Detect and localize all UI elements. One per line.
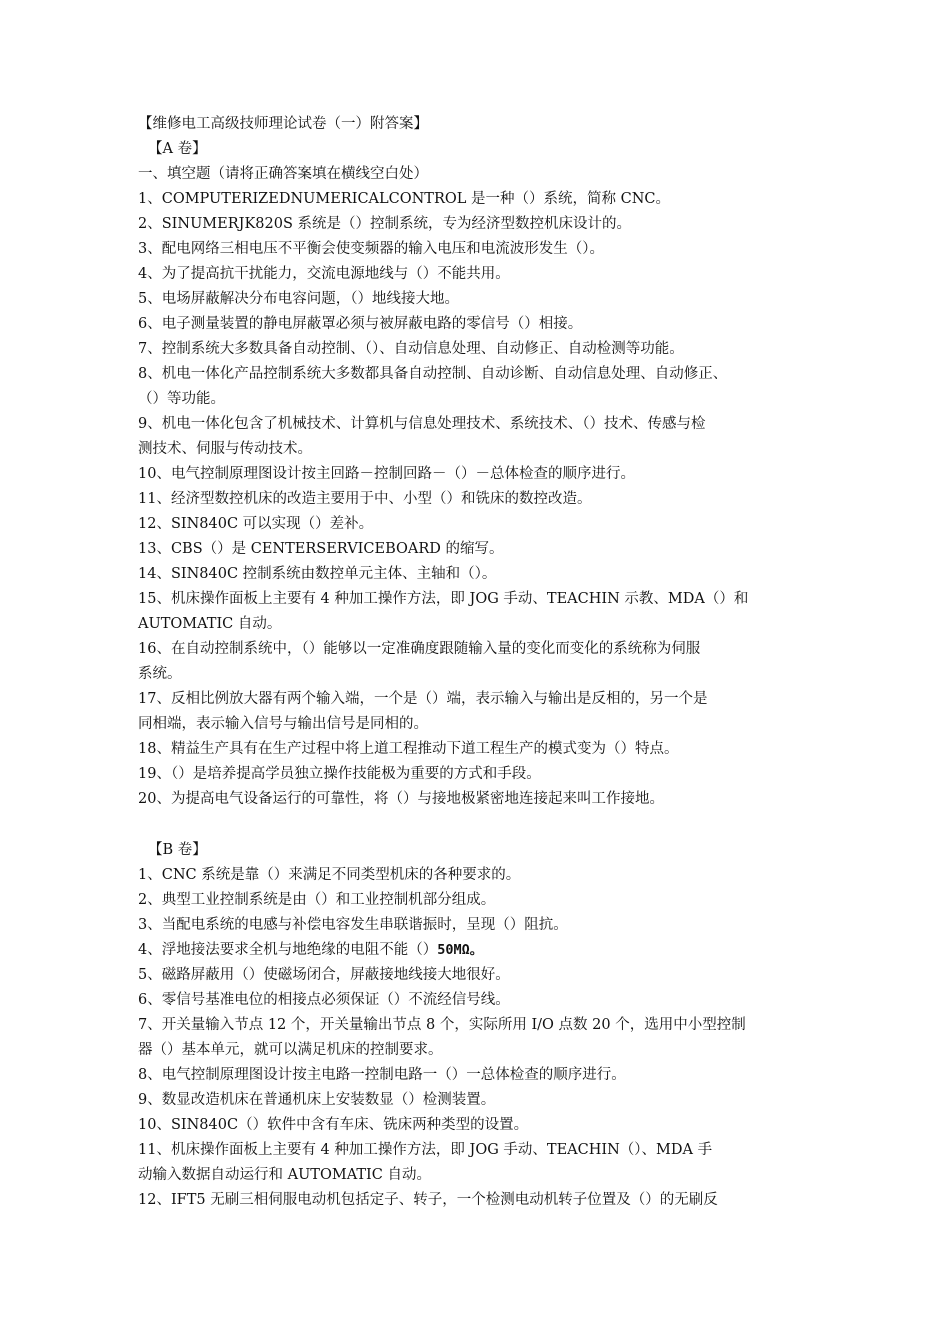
document-title: 【维修电工高级技师理论试卷（一）附答案】 (138, 116, 428, 132)
question-line: 10、SIN840C（）软件中含有车床、铣床两种类型的设置。 (138, 1117, 529, 1133)
question-line: （）等功能。 (138, 391, 225, 407)
question-text: 4、浮地接法要求全机与地绝缘的电阻不能（） (138, 942, 438, 958)
question-line: 器（）基本单元，就可以满足机床的控制要求。 (138, 1042, 443, 1058)
question-line: 13、CBS（）是 CENTERSERVICEBOARD 的缩写。 (138, 541, 504, 557)
question-line: 17、反相比例放大器有两个输入端，一个是（）端，表示输入与输出是反相的，另一个是 (138, 691, 708, 707)
question-line: 7、开关量输入节点 12 个，开关量输出节点 8 个，实际所用 I/O 点数 20 个，选用中小型控制 (138, 1017, 746, 1033)
question-line: AUTOMATIC 自动。 (138, 616, 282, 632)
section-b-heading: 【B 卷】 (148, 842, 207, 858)
question-line: 同相端，表示输入信号与输出信号是同相的。 (138, 716, 428, 732)
question-line: 16、在自动控制系统中，（）能够以一定准确度跟随输入量的变化而变化的系统称为伺服 (138, 641, 701, 657)
question-line: 11、经济型数控机床的改造主要用于中、小型（）和铣床的数控改造。 (138, 491, 592, 507)
question-line: 5、磁路屏蔽用（）使磁场闭合，屏蔽接地线接大地很好。 (138, 967, 510, 983)
question-line: 19、（）是培养提高学员独立操作技能极为重要的方式和手段。 (138, 766, 541, 782)
question-line: 3、配电网络三相电压不平衡会使变频器的输入电压和电流波形发生（）。 (138, 241, 604, 257)
question-line: 9、机电一体化包含了机械技术、计算机与信息处理技术、系统技术、（）技术、传感与检 (138, 416, 706, 432)
question-line: 6、零信号基准电位的相接点必须保证（）不流经信号线。 (138, 992, 510, 1008)
question-line: 4、为了提高抗干扰能力，交流电源地线与（）不能共用。 (138, 266, 510, 282)
question-line: 8、电气控制原理图设计按主电路一控制电路一（）一总体检查的顺序进行。 (138, 1067, 626, 1083)
question-line: 动输入数据自动运行和 AUTOMATIC 自动。 (138, 1167, 431, 1183)
question-line: 14、SIN840C 控制系统由数控单元主体、主轴和（）。 (138, 566, 497, 582)
question-line: 1、COMPUTERIZEDNUMERICALCONTROL 是一种（）系统，简称 CNC。 (138, 191, 671, 207)
question-line (138, 938, 828, 963)
question-line: 11、机床操作面板上主要有 4 种加工操作方法，即 JOG 手动、TEACHIN（）、MDA 手 (138, 1142, 713, 1158)
question-line: 3、当配电系统的电感与补偿电容发生串联谐振时，呈现（）阻抗。 (138, 917, 568, 933)
question-line: 10、电气控制原理图设计按主回路－控制回路－（）－总体检查的顺序进行。 (138, 466, 635, 482)
document-body (138, 112, 828, 1213)
part-heading: 一、填空题（请将正确答案填在横线空白处） (138, 166, 428, 182)
question-line: 1、CNC 系统是靠（）来满足不同类型机床的各种要求的。 (138, 867, 521, 883)
question-line: 7、控制系统大多数具备自动控制、（）、自动信息处理、自动修正、自动检测等功能。 (138, 341, 684, 357)
section-spacer (138, 812, 828, 838)
question-line: 12、IFT5 无刷三相伺服电动机包括定子、转子，一个检测电动机转子位置及（）的无刷反 (138, 1192, 718, 1208)
question-line: 18、精益生产具有在生产过程中将上道工程推动下道工程生产的模式变为（）特点。 (138, 741, 679, 757)
question-line: 系统。 (138, 666, 182, 682)
question-line: 9、数显改造机床在普通机床上安装数显（）检测装置。 (138, 1092, 496, 1108)
question-line: 2、SINUMERJK820S 系统是（）控制系统，专为经济型数控机床设计的。 (138, 216, 632, 232)
question-line: 15、机床操作面板上主要有 4 种加工操作方法，即 JOG 手动、TEACHIN 示教、MDA（）和 (138, 591, 749, 607)
question-line: 6、电子测量装置的静电屏蔽罩必须与被屏蔽电路的零信号（）相接。 (138, 316, 583, 332)
resistance-value: 50MΩ。 (437, 942, 484, 958)
question-line: 20、为提高电气设备运行的可靠性，将（）与接地极紧密地连接起来叫工作接地。 (138, 791, 664, 807)
question-line: 5、电场屏蔽解决分布电容问题，（）地线接大地。 (138, 291, 459, 307)
question-line: 测技术、伺服与传动技术。 (138, 441, 312, 457)
section-a-heading: 【A 卷】 (148, 141, 207, 157)
question-line: 12、SIN840C 可以实现（）差补。 (138, 516, 374, 532)
question-line: 2、典型工业控制系统是由（）和工业控制机部分组成。 (138, 892, 496, 908)
question-line: 8、机电一体化产品控制系统大多数都具备自动控制、自动诊断、自动信息处理、自动修正、 (138, 366, 728, 382)
